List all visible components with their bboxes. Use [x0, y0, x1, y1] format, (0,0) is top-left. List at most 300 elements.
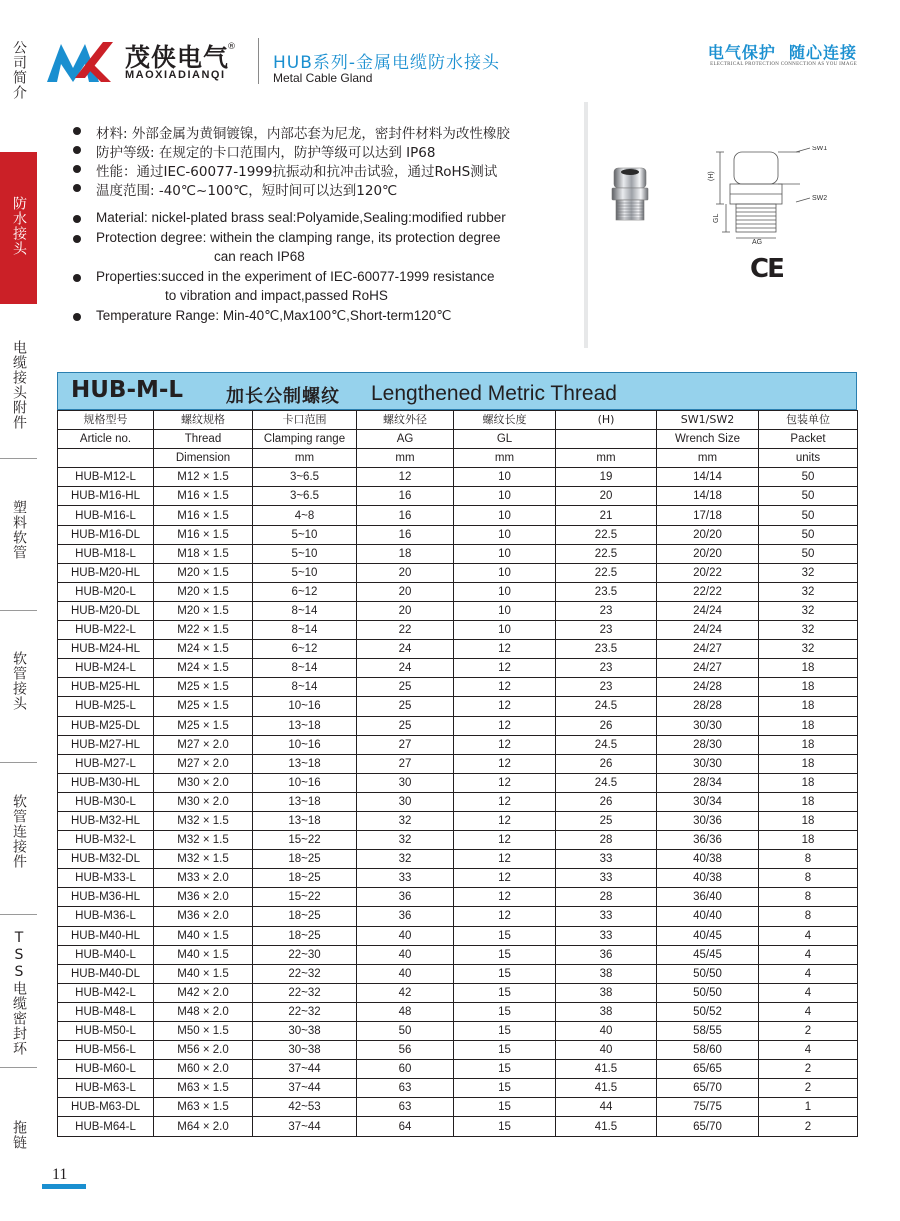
header-cell [556, 430, 657, 449]
table-cell: 18~25 [253, 926, 357, 945]
table-cell: M18 × 1.5 [154, 544, 253, 563]
table-cell: 28/28 [657, 697, 759, 716]
table-cell: 10 [454, 601, 556, 620]
table-cell: 25 [357, 697, 454, 716]
sidebar-item-label: 塑料软管 [11, 500, 27, 560]
series-code: HUB-M-L [71, 377, 184, 403]
table-cell: HUB-M27-L [58, 754, 154, 773]
table-cell: 10 [454, 506, 556, 525]
table-row [58, 1022, 858, 1041]
table-cell: M63 × 1.5 [154, 1098, 253, 1117]
table-cell: 6~12 [253, 582, 357, 601]
spec-text: Temperature Range: Min-40℃,Max100℃,Short-term120℃ [96, 308, 452, 323]
table-cell: 21 [556, 506, 657, 525]
table-cell: 65/65 [657, 1060, 759, 1079]
table-cell: 4 [759, 1002, 858, 1021]
table-cell: M20 × 1.5 [154, 582, 253, 601]
bullet-icon [73, 274, 81, 282]
table-cell: 28 [556, 888, 657, 907]
table-row [58, 1002, 858, 1021]
table-row [58, 563, 858, 582]
sidebar-item-label: 防水接头 [11, 196, 27, 256]
table-cell: 12 [357, 468, 454, 487]
table-cell: M40 × 1.5 [154, 945, 253, 964]
table-row [58, 945, 858, 964]
table-header-row-en [58, 430, 858, 449]
table-cell: HUB-M56-L [58, 1041, 154, 1060]
table-cell: 20 [357, 582, 454, 601]
table-cell: HUB-M18-L [58, 544, 154, 563]
table-cell: 20/20 [657, 525, 759, 544]
table-cell: M64 × 2.0 [154, 1117, 253, 1136]
sidebar-item-label: 软管接头 [11, 651, 27, 711]
table-cell: 10 [454, 621, 556, 640]
table-cell: 24 [357, 640, 454, 659]
table-cell: 15 [454, 1060, 556, 1079]
table-cell: 30/30 [657, 754, 759, 773]
table-cell: 6~12 [253, 640, 357, 659]
sidebar-item-drag-chain[interactable] [0, 1120, 37, 1160]
table-cell: 15 [454, 945, 556, 964]
table-cell: 50/50 [657, 964, 759, 983]
table-cell: 36/40 [657, 888, 759, 907]
table-cell: 38 [556, 1002, 657, 1021]
table-cell: HUB-M20-HL [58, 563, 154, 582]
table-cell: 65/70 [657, 1079, 759, 1098]
header-cell: mm [253, 449, 357, 468]
header-divider [258, 38, 259, 84]
table-cell: HUB-M24-L [58, 659, 154, 678]
brand-logo [45, 38, 115, 84]
table-cell: M50 × 1.5 [154, 1022, 253, 1041]
table-row [58, 754, 858, 773]
table-row [58, 678, 858, 697]
sidebar-item-hose-fittings[interactable] [0, 794, 37, 894]
table-cell: 33 [556, 926, 657, 945]
header-cell: Thread [154, 430, 253, 449]
table-row [58, 850, 858, 869]
table-cell: M30 × 2.0 [154, 773, 253, 792]
table-cell: 4 [759, 1041, 858, 1060]
header-cell: SW1/SW2 [657, 411, 759, 430]
table-cell: 65/70 [657, 1117, 759, 1136]
table-cell: HUB-M32-DL [58, 850, 154, 869]
table-cell: M63 × 1.5 [154, 1079, 253, 1098]
label-gl: GL [713, 213, 720, 223]
table-cell: 36 [357, 888, 454, 907]
table-cell: 8 [759, 869, 858, 888]
table-cell: 30 [357, 773, 454, 792]
spec-text: Protection degree: withein the clamping range, its protection degree [96, 230, 501, 245]
table-cell: 30/34 [657, 792, 759, 811]
table-cell: M25 × 1.5 [154, 678, 253, 697]
bullet-icon [73, 165, 81, 173]
page-number: 11 [52, 1166, 68, 1183]
table-cell: 15 [454, 1022, 556, 1041]
header-cell: 包装单位 [759, 411, 858, 430]
table-cell: M40 × 1.5 [154, 964, 253, 983]
table-row [58, 1098, 858, 1117]
table-row [58, 831, 858, 850]
spec-text: 防护等级: 在规定的卡口范围内，防护等级可以达到 IP68 [96, 145, 436, 161]
table-cell: 30~38 [253, 1041, 357, 1060]
bullet-icon [73, 235, 81, 243]
table-cell: 8 [759, 907, 858, 926]
brand-name-cn: 茂侠电气 [125, 43, 230, 72]
table-cell: 2 [759, 1022, 858, 1041]
table-cell: 8~14 [253, 601, 357, 620]
bullet-icon [73, 215, 81, 223]
table-cell: 8~14 [253, 678, 357, 697]
table-cell: 24 [357, 659, 454, 678]
header-cell: Dimension [154, 449, 253, 468]
table-cell: 50 [759, 468, 858, 487]
table-cell: 18 [759, 792, 858, 811]
table-cell: 20 [556, 487, 657, 506]
table-cell: 17/18 [657, 506, 759, 525]
table-cell: 15 [454, 1079, 556, 1098]
table-cell: 20/22 [657, 563, 759, 582]
table-cell: 50/50 [657, 983, 759, 1002]
table-row [58, 1060, 858, 1079]
table-row [58, 487, 858, 506]
table-cell: 30/30 [657, 716, 759, 735]
table-cell: 36 [357, 907, 454, 926]
table-cell: 12 [454, 850, 556, 869]
table-cell: 2 [759, 1060, 858, 1079]
table-cell: 15 [454, 1041, 556, 1060]
sidebar-item-plastic-hose[interactable] [0, 500, 37, 580]
table-cell: HUB-M30-L [58, 792, 154, 811]
header-cell: 螺纹规格 [154, 411, 253, 430]
table-cell: 50 [759, 544, 858, 563]
header-cell: AG [357, 430, 454, 449]
table-cell: 18~25 [253, 907, 357, 926]
table-cell: 8 [759, 850, 858, 869]
table-cell: 58/60 [657, 1041, 759, 1060]
table-cell: 13~18 [253, 754, 357, 773]
table-cell: 30 [357, 792, 454, 811]
table-cell: 18~25 [253, 869, 357, 888]
table-cell: M25 × 1.5 [154, 716, 253, 735]
table-cell: M56 × 2.0 [154, 1041, 253, 1060]
table-cell: 10~16 [253, 735, 357, 754]
spec-text: 材料: 外部金属为黄铜镀镍，内部芯套为尼龙，密封件材料为改性橡胶 [96, 126, 510, 142]
table-cell: 75/75 [657, 1098, 759, 1117]
table-cell: HUB-M22-L [58, 621, 154, 640]
specification-table [57, 410, 858, 1137]
sidebar-item-label: TSS电缆密封环 [11, 930, 27, 1056]
table-cell: 2 [759, 1117, 858, 1136]
table-title-en: Lengthened Metric Thread [371, 382, 617, 405]
sidebar-divider [0, 762, 37, 763]
table-cell: M30 × 2.0 [154, 792, 253, 811]
table-cell: HUB-M64-L [58, 1117, 154, 1136]
table-cell: 40 [357, 964, 454, 983]
table-cell: 24.5 [556, 735, 657, 754]
label-sw1: SW1 [812, 146, 828, 152]
table-header-row-units [58, 449, 858, 468]
table-cell: M20 × 1.5 [154, 563, 253, 582]
table-cell: 44 [556, 1098, 657, 1117]
table-cell: 33 [556, 850, 657, 869]
table-cell: HUB-M25-DL [58, 716, 154, 735]
table-cell: 38 [556, 964, 657, 983]
bullet-icon [73, 184, 81, 192]
table-cell: HUB-M50-L [58, 1022, 154, 1041]
table-cell: HUB-M32-L [58, 831, 154, 850]
table-cell: 5~10 [253, 563, 357, 582]
label-sw2: SW2 [812, 195, 828, 202]
table-row [58, 525, 858, 544]
header-cell [58, 449, 154, 468]
table-cell: HUB-M36-HL [58, 888, 154, 907]
table-cell: 60 [357, 1060, 454, 1079]
table-cell: 16 [357, 487, 454, 506]
table-cell: 2 [759, 1079, 858, 1098]
header-cell: mm [556, 449, 657, 468]
table-cell: M27 × 2.0 [154, 754, 253, 773]
table-cell: 22~32 [253, 1002, 357, 1021]
table-cell: 12 [454, 678, 556, 697]
table-cell: 12 [454, 792, 556, 811]
slogan-cn: 电气保护 随心连接 [707, 43, 857, 62]
table-cell: 30~38 [253, 1022, 357, 1041]
table-row [58, 964, 858, 983]
table-cell: 22.5 [556, 525, 657, 544]
header-cell: mm [657, 449, 759, 468]
spec-text: 性能：通过IEC-60077-1999抗振动和抗冲击试验，通过RoHS测试 [96, 164, 498, 180]
sidebar-item-hose-connectors[interactable] [0, 651, 37, 731]
table-cell: M36 × 2.0 [154, 888, 253, 907]
table-cell: 24/28 [657, 678, 759, 697]
page-header [37, 0, 900, 100]
table-cell: 48 [357, 1002, 454, 1021]
page-title: HUB系列-金属电缆防水接头 [273, 53, 501, 73]
table-row [58, 621, 858, 640]
table-cell: 13~18 [253, 716, 357, 735]
table-title-bar [57, 372, 857, 410]
table-cell: 15 [454, 964, 556, 983]
table-cell: 12 [454, 869, 556, 888]
table-cell: M42 × 2.0 [154, 983, 253, 1002]
table-cell: HUB-M25-HL [58, 678, 154, 697]
table-row [58, 601, 858, 620]
table-cell: 23.5 [556, 640, 657, 659]
table-cell: HUB-M27-HL [58, 735, 154, 754]
sidebar-item-label: 公司简介 [11, 40, 27, 100]
spec-text: Material: nickel-plated brass seal:Polyamide,Sealing:modified rubber [96, 210, 506, 225]
table-cell: 23 [556, 678, 657, 697]
table-cell: 26 [556, 716, 657, 735]
spec-text-continued: to vibration and impact,passed RoHS [165, 288, 388, 303]
table-cell: 23 [556, 659, 657, 678]
header-cell: 规格型号 [58, 411, 154, 430]
header-cell: 卡口范围 [253, 411, 357, 430]
table-cell: 23 [556, 621, 657, 640]
table-cell: 24/27 [657, 659, 759, 678]
table-cell: 32 [759, 640, 858, 659]
table-cell: M24 × 1.5 [154, 659, 253, 678]
table-row [58, 983, 858, 1002]
table-row [58, 811, 858, 830]
header-cell: Clamping range [253, 430, 357, 449]
table-cell: 3~6.5 [253, 487, 357, 506]
table-cell: 22~32 [253, 964, 357, 983]
table-cell: HUB-M33-L [58, 869, 154, 888]
table-cell: 22 [357, 621, 454, 640]
sidebar-item-company-profile[interactable] [0, 40, 37, 150]
table-cell: 4~8 [253, 506, 357, 525]
table-cell: 50/52 [657, 1002, 759, 1021]
product-specs [57, 102, 584, 348]
table-cell: HUB-M48-L [58, 1002, 154, 1021]
header-cell: 螺纹外径 [357, 411, 454, 430]
table-row [58, 659, 858, 678]
table-cell: M33 × 2.0 [154, 869, 253, 888]
table-row [58, 468, 858, 487]
table-cell: 15~22 [253, 888, 357, 907]
table-cell: 19 [556, 468, 657, 487]
table-cell: 40 [556, 1022, 657, 1041]
sidebar-divider [0, 458, 37, 459]
table-cell: 28/30 [657, 735, 759, 754]
table-cell: 18 [759, 716, 858, 735]
technical-drawing [700, 146, 850, 246]
ce-certification-icon: CE [750, 254, 783, 284]
table-cell: 50 [759, 506, 858, 525]
table-cell: 18 [759, 773, 858, 792]
table-cell: 12 [454, 754, 556, 773]
table-cell: 10 [454, 468, 556, 487]
table-cell: M25 × 1.5 [154, 697, 253, 716]
table-cell: 12 [454, 735, 556, 754]
spec-text: 温度范围: -40℃~100℃，短时间可以达到120℃ [96, 183, 398, 199]
table-cell: 4 [759, 983, 858, 1002]
table-row [58, 735, 858, 754]
table-cell: 10~16 [253, 697, 357, 716]
table-cell: 18 [357, 544, 454, 563]
label-h: (H) [708, 171, 715, 181]
table-cell: 32 [759, 563, 858, 582]
header-cell: (H) [556, 411, 657, 430]
table-row [58, 716, 858, 735]
table-cell: 10 [454, 563, 556, 582]
table-cell: 27 [357, 754, 454, 773]
table-cell: 8~14 [253, 659, 357, 678]
table-cell: HUB-M42-L [58, 983, 154, 1002]
sidebar-item-tss-seal-ring[interactable] [0, 930, 37, 1060]
table-cell: M40 × 1.5 [154, 926, 253, 945]
table-cell: 13~18 [253, 792, 357, 811]
side-navigation [0, 0, 37, 1221]
table-cell: M24 × 1.5 [154, 640, 253, 659]
table-cell: 8 [759, 888, 858, 907]
table-cell: 18 [759, 678, 858, 697]
table-cell: 4 [759, 964, 858, 983]
sidebar-divider [0, 914, 37, 915]
table-cell: HUB-M63-L [58, 1079, 154, 1098]
table-cell: 25 [357, 716, 454, 735]
header-cell: Packet [759, 430, 858, 449]
table-cell: HUB-M40-DL [58, 964, 154, 983]
table-cell: 18~25 [253, 850, 357, 869]
table-cell: HUB-M12-L [58, 468, 154, 487]
table-cell: 14/18 [657, 487, 759, 506]
table-cell: HUB-M20-L [58, 582, 154, 601]
table-cell: 30/36 [657, 811, 759, 830]
table-row [58, 1079, 858, 1098]
table-cell: M22 × 1.5 [154, 621, 253, 640]
slogan-en: ELECTRICAL PROTECTION CONNECTION AS YOU IMAGE [710, 62, 857, 67]
table-cell: 25 [556, 811, 657, 830]
table-cell: 16 [357, 525, 454, 544]
table-cell: 63 [357, 1079, 454, 1098]
table-cell: 15 [454, 1117, 556, 1136]
table-cell: 36 [556, 945, 657, 964]
table-cell: 63 [357, 1098, 454, 1117]
table-cell: 18 [759, 659, 858, 678]
table-cell: 27 [357, 735, 454, 754]
sidebar-item-label: 电缆接头附件 [11, 340, 27, 430]
sidebar-item-waterproof-joints[interactable] [0, 152, 37, 304]
header-cell: mm [454, 449, 556, 468]
table-cell: 23.5 [556, 582, 657, 601]
table-row [58, 888, 858, 907]
table-cell: 22~30 [253, 945, 357, 964]
table-row [58, 926, 858, 945]
table-cell: 32 [759, 621, 858, 640]
sidebar-divider [0, 1067, 37, 1068]
sidebar-item-cable-accessories[interactable] [0, 340, 37, 450]
product-visuals [588, 102, 857, 348]
table-row [58, 582, 858, 601]
table-cell: 23 [556, 601, 657, 620]
table-cell: M20 × 1.5 [154, 601, 253, 620]
table-cell: 13~18 [253, 811, 357, 830]
table-cell: 24/27 [657, 640, 759, 659]
table-cell: 56 [357, 1041, 454, 1060]
table-cell: 22.5 [556, 544, 657, 563]
table-row [58, 697, 858, 716]
table-cell: 40 [357, 945, 454, 964]
table-cell: 32 [357, 831, 454, 850]
product-photo [610, 166, 650, 222]
table-cell: 28/34 [657, 773, 759, 792]
table-cell: M12 × 1.5 [154, 468, 253, 487]
table-cell: 50 [357, 1022, 454, 1041]
table-cell: 15 [454, 1098, 556, 1117]
table-cell: HUB-M40-L [58, 945, 154, 964]
table-cell: 20 [357, 563, 454, 582]
table-cell: 25 [357, 678, 454, 697]
bullet-icon [73, 146, 81, 154]
table-cell: 33 [556, 869, 657, 888]
table-cell: M27 × 2.0 [154, 735, 253, 754]
page-number-bar [42, 1184, 86, 1189]
table-cell: 58/55 [657, 1022, 759, 1041]
header-cell: GL [454, 430, 556, 449]
table-cell: HUB-M16-HL [58, 487, 154, 506]
table-cell: 40 [556, 1041, 657, 1060]
table-cell: 15~22 [253, 831, 357, 850]
table-cell: 38 [556, 983, 657, 1002]
table-cell: HUB-M16-DL [58, 525, 154, 544]
label-ag: AG [752, 239, 763, 246]
table-cell: 40/38 [657, 869, 759, 888]
table-cell: HUB-M60-L [58, 1060, 154, 1079]
table-cell: 37~44 [253, 1079, 357, 1098]
